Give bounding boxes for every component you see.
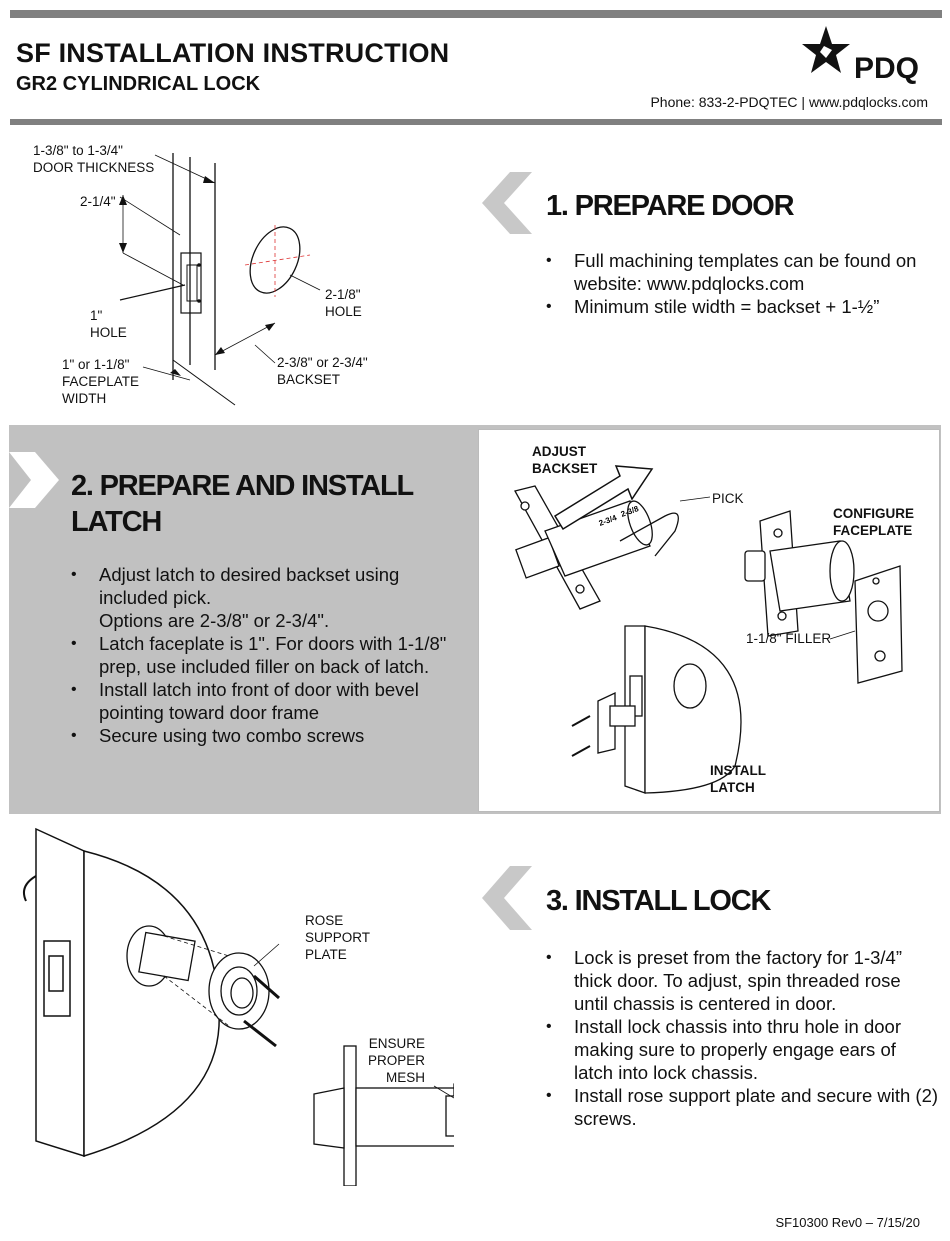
label-faceplate-width: 1" or 1-1/8" FACEPLATE WIDTH [62, 357, 140, 406]
header-top-rule [10, 10, 942, 18]
label-rose-support-plate: ROSE SUPPORT PLATE [305, 913, 371, 962]
label-1-inch-hole: 1" HOLE [90, 308, 127, 340]
page-subtitle: GR2 CYLINDRICAL LOCK [16, 73, 261, 95]
label-door-thickness: 1-3/8" to 1-3/4" DOOR THICKNESS [33, 143, 155, 175]
label-adjust-backset: ADJUST BACKSET [532, 444, 598, 476]
pdq-logo [802, 24, 928, 86]
step3-bullets [544, 946, 939, 1130]
header-bottom-rule [10, 119, 942, 125]
label-filler: 1-1/8" FILLER [746, 631, 832, 646]
label-2-1-8-hole: 2-1/8" HOLE [325, 287, 362, 319]
step2-bullets [69, 563, 469, 747]
step1-chevron-icon [482, 172, 532, 234]
install-lock-diagram [14, 826, 454, 1186]
list-item: • Install lock chassis into thru hole in door making sure to properly engage ears of latch into lock chassis. [544, 1015, 939, 1084]
list-item: • Latch faceplate is 1". For doors with 1-1/8" prep, use included filler on back of latch. [69, 632, 469, 678]
step3-chevron-icon [482, 866, 532, 930]
document-id: SF10300 Rev0 – 7/15/20 [775, 1215, 920, 1230]
list-item: • Secure using two combo screws [69, 724, 469, 747]
step1-bullets [544, 249, 934, 318]
list-item: • Minimum stile width = backset + 1-½” [544, 295, 934, 318]
label-height: 2-1/4" [80, 194, 116, 209]
label-pick: PICK [712, 491, 744, 506]
latch-diagram [480, 431, 936, 808]
step2-chevron-icon [9, 452, 59, 508]
step3-title: 3. INSTALL LOCK [546, 885, 771, 917]
contact-info: Phone: 833-2-PDQTEC | www.pdqlocks.com [650, 94, 928, 110]
latch-mark-2-3-8: 2-3/8 [619, 504, 640, 519]
label-ensure-proper-mesh: ENSURE PROPER MESH [368, 1036, 426, 1085]
label-configure-faceplate: CONFIGURE FACEPLATE [833, 506, 914, 538]
list-item: • Full machining templates can be found on website: www.pdqlocks.com [544, 249, 934, 295]
logo-text: PDQ [854, 52, 920, 85]
step1-title: 1. PREPARE DOOR [546, 190, 794, 222]
label-install-latch: INSTALL LATCH [710, 763, 766, 795]
page-title: SF INSTALLATION INSTRUCTION [16, 38, 450, 68]
list-item: • Adjust latch to desired backset using included pick. Options are 2-3/8" or 2-3/4". [69, 563, 469, 632]
latch-mark-2-3-4: 2-3/4 [597, 513, 618, 528]
label-backset: 2-3/8" or 2-3/4" BACKSET [277, 355, 368, 387]
list-item: • Lock is preset from the factory for 1-3/4” thick door. To adjust, spin threaded rose until chassis is centered in door. [544, 946, 939, 1015]
step2-title: 2. PREPARE AND INSTALL LATCH [71, 470, 413, 538]
list-item: • Install rose support plate and secure with (2) screws. [544, 1084, 939, 1130]
list-item: • Install latch into front of door with bevel pointing toward door frame [69, 678, 469, 724]
